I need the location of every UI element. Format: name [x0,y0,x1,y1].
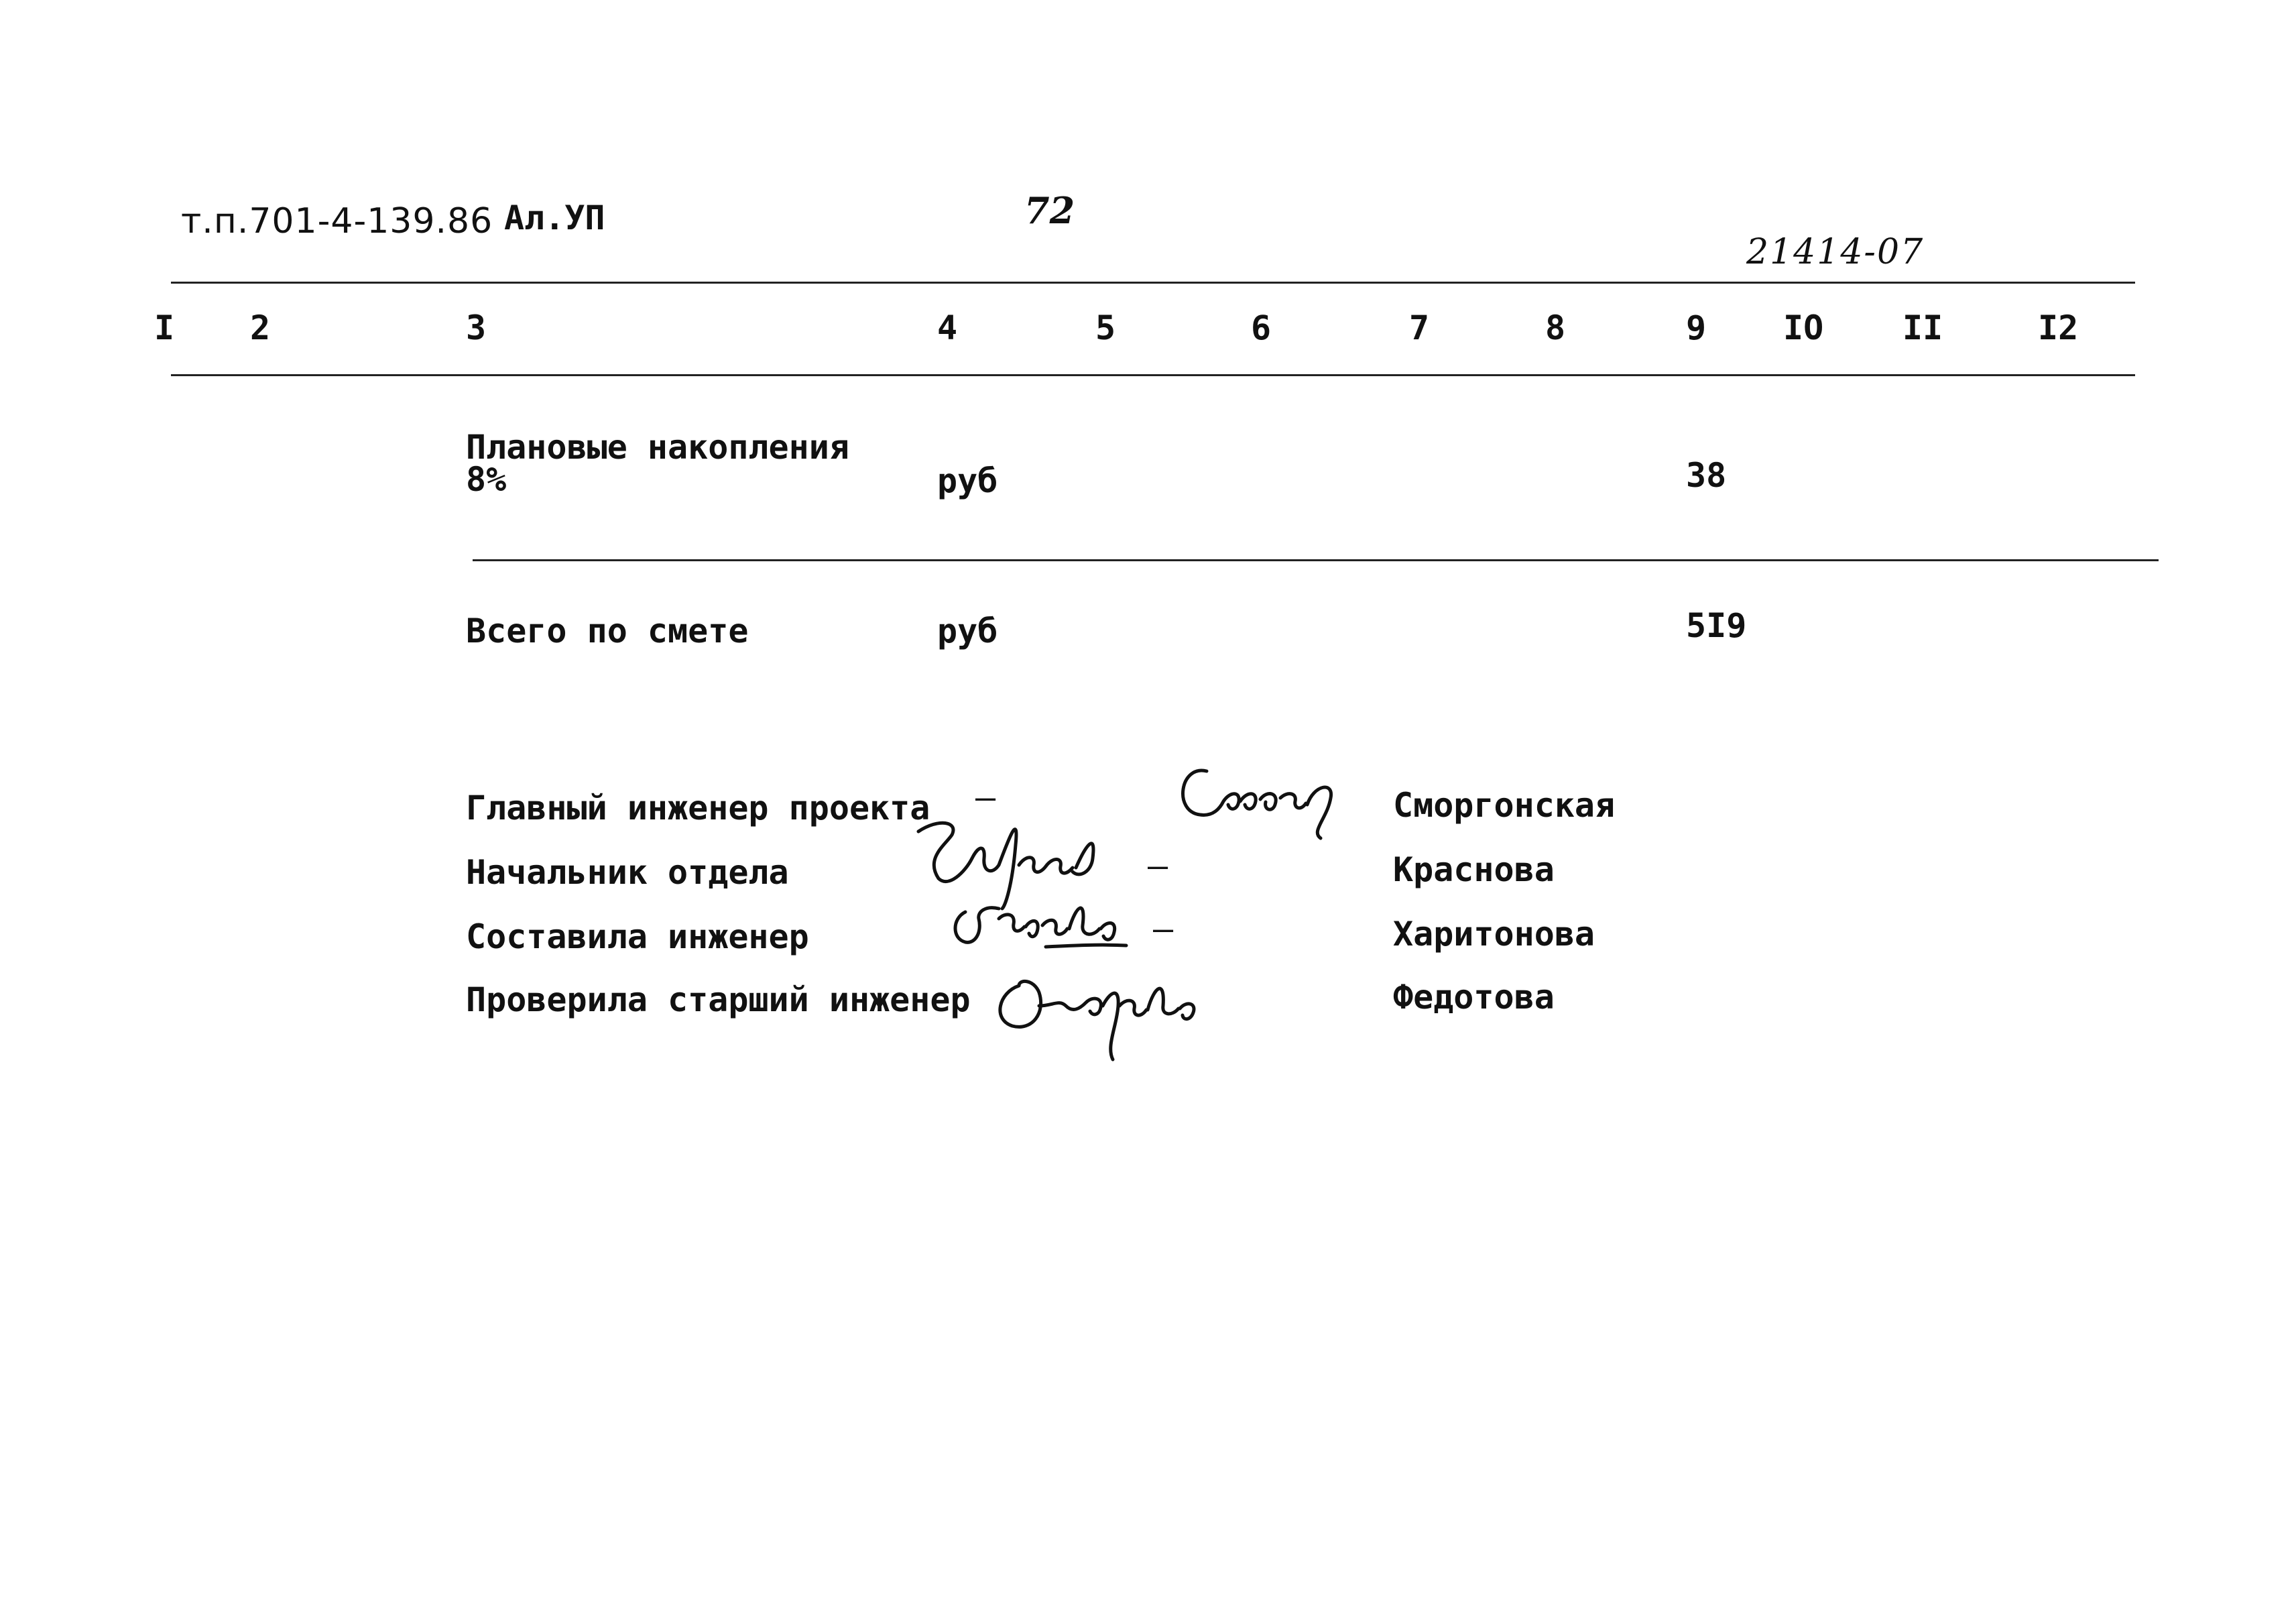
archive-number: 21414-07 [1746,232,1925,272]
table-top-rule [171,282,2135,284]
signature-title-checked-by: Проверила старший инженер [466,980,971,1019]
signature-title-compiled-by: Составила инженер [466,917,809,956]
document-code: т.п.701-4-139.86 [181,201,493,241]
signature-name-3: Харитонова [1393,915,1595,954]
signature-name-2: Краснова [1393,850,1555,889]
row-2-value: 5I9 [1686,606,1747,645]
row-1-value: 38 [1686,456,1727,495]
row-2-unit: руб [937,612,998,650]
row-1-description-line2: 8% [466,460,507,499]
row-1-unit: руб [937,461,998,500]
sheet-code: Ал.УП [504,198,605,237]
column-number-2: 2 [250,308,271,347]
page-number: 72 [1024,189,1075,232]
column-number-7: 7 [1409,308,1430,347]
signature-dash-1: — [975,778,996,817]
subtotal-rule [473,559,2159,561]
column-number-4: 4 [937,308,958,347]
signature-name-4: Федотова [1393,978,1555,1017]
row-1-description-line1: Плановые накопления [466,428,849,467]
column-number-11: II [1902,308,1943,347]
signature-checked-by [992,959,1220,1073]
row-2-description: Всего по смете [466,612,749,650]
column-number-10: IO [1783,308,1824,347]
column-number-1: I [154,308,175,347]
signature-chief-engineer [1166,744,1381,845]
signature-compiled-by [945,892,1153,966]
signature-name-1: Сморгонская [1393,786,1616,825]
signature-title-department-head: Начальник отдела [466,853,789,892]
column-number-9: 9 [1686,308,1707,347]
signature-dash-3: — [1153,909,1174,948]
signature-title-chief-engineer: Главный инженер проекта [466,789,930,827]
column-number-3: 3 [466,308,487,347]
column-number-6: 6 [1251,308,1272,347]
column-number-5: 5 [1095,308,1116,347]
signature-dash-2: — [1148,846,1168,885]
header-bottom-rule [171,374,2135,376]
column-number-12: I2 [2038,308,2079,347]
column-number-8: 8 [1545,308,1566,347]
